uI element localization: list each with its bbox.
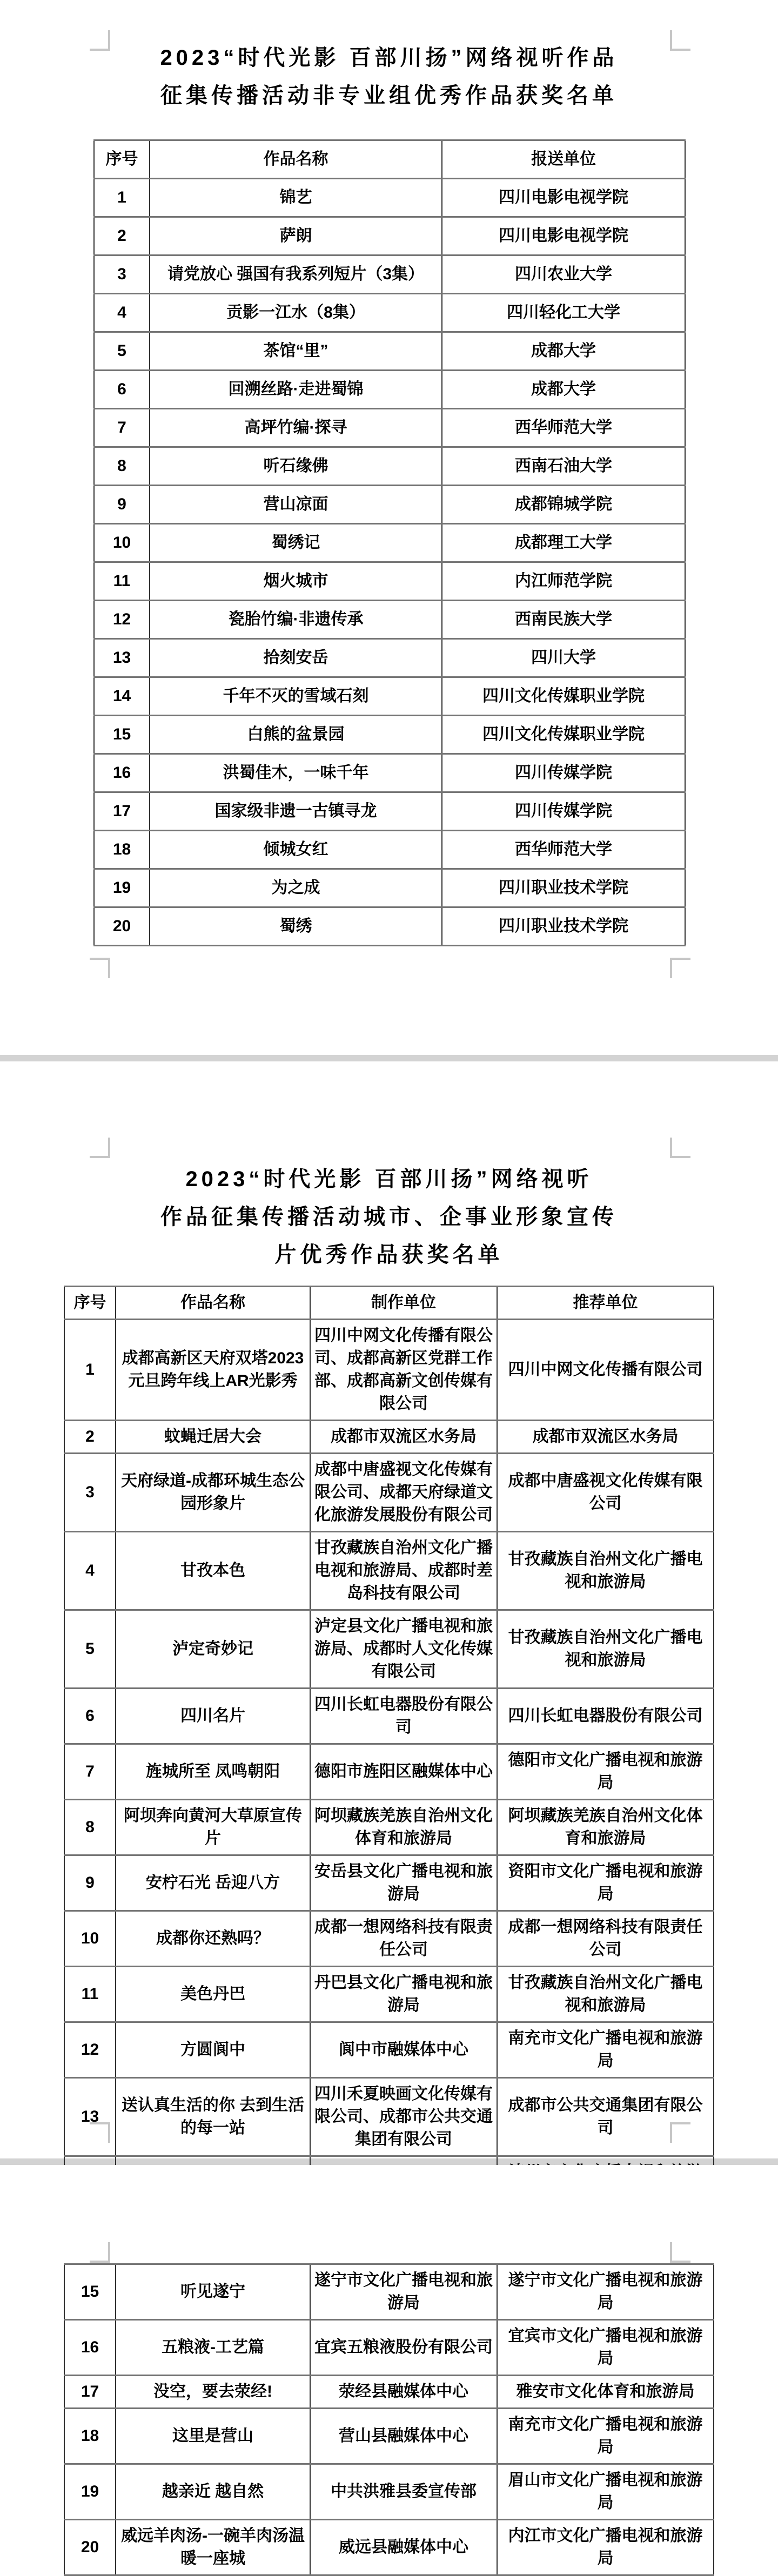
table-cell: 西华师范大学 bbox=[442, 409, 685, 447]
corner-mark bbox=[90, 1138, 110, 1158]
table-row bbox=[94, 524, 685, 562]
page-separator bbox=[0, 1055, 778, 1061]
row-index-cell: 19 bbox=[64, 2464, 116, 2520]
table-cell: 西华师范大学 bbox=[442, 831, 685, 869]
row-index-cell: 16 bbox=[94, 754, 150, 792]
row-index-cell: 19 bbox=[94, 869, 150, 907]
row-index-cell: 15 bbox=[64, 2264, 116, 2320]
row-index-cell: 17 bbox=[94, 792, 150, 831]
table-row bbox=[64, 2409, 714, 2464]
table-cell: 成都市双流区水务局 bbox=[497, 1421, 714, 1454]
table-row bbox=[64, 1744, 714, 1800]
table-cell: 阿坝藏族羌族自治州文化体育和旅游局 bbox=[310, 1800, 497, 1855]
row-index-cell: 13 bbox=[94, 639, 150, 677]
table-cell: 旌城所至 凤鸣朝阳 bbox=[116, 1744, 310, 1800]
table-row bbox=[64, 2264, 714, 2320]
table-cell: 瓷胎竹编·非遗传承 bbox=[150, 601, 442, 639]
table-cell: 四川中网文化传播有限公司 bbox=[497, 1320, 714, 1421]
table-row bbox=[94, 409, 685, 447]
column-header: 序号 bbox=[94, 140, 150, 179]
table-row bbox=[94, 907, 685, 946]
table-cell: 德阳市文化广播电视和旅游局 bbox=[497, 1744, 714, 1800]
table-cell: 威远羊肉汤-一碗羊肉汤温暖一座城 bbox=[116, 2520, 310, 2575]
table-row bbox=[64, 1911, 714, 1967]
table-cell: 方圆阆中 bbox=[116, 2022, 310, 2078]
table-cell: 烟火城市 bbox=[150, 562, 442, 601]
table-header-row bbox=[94, 140, 685, 179]
table-cell: 眉山市文化广播电视和旅游局 bbox=[497, 2464, 714, 2520]
document-page-3 bbox=[0, 2165, 778, 2567]
table-cell: 国家级非遗一古镇寻龙 bbox=[150, 792, 442, 831]
awards-table-non-professional bbox=[93, 139, 686, 946]
table-cell: 甘孜藏族自治州文化广播电视和旅游局 bbox=[497, 1532, 714, 1610]
title-line: 片优秀作品获奖名单 bbox=[274, 1243, 504, 1267]
table-cell: 四川禾夏映画文化传媒有限公司、成都市公共交通集团有限公司 bbox=[310, 2078, 497, 2156]
table-row bbox=[94, 217, 685, 255]
table-cell: 美色丹巴 bbox=[116, 1967, 310, 2022]
table-cell: 四川职业技术学院 bbox=[442, 907, 685, 946]
table-row bbox=[94, 792, 685, 831]
table-row bbox=[94, 562, 685, 601]
table-cell: 阿坝奔向黄河大草原宣传片 bbox=[116, 1800, 310, 1855]
row-index-cell: 2 bbox=[94, 217, 150, 255]
table-row bbox=[64, 2022, 714, 2078]
table-cell: 四川大学 bbox=[442, 639, 685, 677]
table-cell: 成都中唐盛视文化传媒有限公司 bbox=[497, 1454, 714, 1532]
table-cell: 泸定县文化广播电视和旅游局、成都时人文化传媒有限公司 bbox=[310, 1610, 497, 1689]
table-cell: 成都一想网络科技有限责任公司 bbox=[310, 1911, 497, 1967]
awards-table-city-enterprise bbox=[64, 1286, 714, 2212]
column-header: 作品名称 bbox=[150, 140, 442, 179]
table-cell: 四川中网文化传播有限公司、成都高新区党群工作部、成都高新文创传媒有限公司 bbox=[310, 1320, 497, 1421]
row-index-cell: 18 bbox=[94, 831, 150, 869]
column-header: 推荐单位 bbox=[497, 1287, 714, 1320]
table-cell: 天府绿道-成都环城生态公园形象片 bbox=[116, 1454, 310, 1532]
title-line: 2023“时代光影 百部川扬”网络视听 bbox=[185, 1167, 593, 1191]
row-index-cell: 11 bbox=[64, 1967, 116, 2022]
table-cell: 请党放心 强国有我系列短片（3集） bbox=[150, 255, 442, 294]
column-header: 制作单位 bbox=[310, 1287, 497, 1320]
table-cell: 高坪竹编·探寻 bbox=[150, 409, 442, 447]
title-line: 征集传播活动非专业组优秀作品获奖名单 bbox=[160, 84, 618, 107]
table-row bbox=[64, 1610, 714, 1689]
column-header: 报送单位 bbox=[442, 140, 685, 179]
table-row bbox=[64, 1800, 714, 1855]
table-row bbox=[94, 294, 685, 332]
table-cell: 安柠石光 岳迎八方 bbox=[116, 1855, 310, 1911]
table-row bbox=[64, 2520, 714, 2575]
table-cell: 听石缘佛 bbox=[150, 447, 442, 486]
table-cell: 锦艺 bbox=[150, 179, 442, 217]
table-cell: 阆中市融媒体中心 bbox=[310, 2022, 497, 2078]
document-page-2 bbox=[0, 1061, 778, 2158]
table-row bbox=[64, 1967, 714, 2022]
table-cell: 资阳市文化广播电视和旅游局 bbox=[497, 1855, 714, 1911]
table-cell: 五粮液-工艺篇 bbox=[116, 2320, 310, 2376]
table-cell: 萨朗 bbox=[150, 217, 442, 255]
table-cell: 四川文化传媒职业学院 bbox=[442, 716, 685, 754]
table-cell: 成都你还熟吗？ bbox=[116, 1911, 310, 1967]
row-index-cell: 3 bbox=[94, 255, 150, 294]
table-cell: 内江市文化广播电视和旅游局 bbox=[497, 2520, 714, 2575]
table-row bbox=[94, 716, 685, 754]
table-row bbox=[94, 677, 685, 716]
table-cell: 四川电影电视学院 bbox=[442, 179, 685, 217]
row-index-cell: 9 bbox=[64, 1855, 116, 1911]
corner-mark bbox=[670, 958, 690, 978]
table-cell: 成都锦城学院 bbox=[442, 486, 685, 524]
row-index-cell: 5 bbox=[94, 332, 150, 371]
row-index-cell: 16 bbox=[64, 2320, 116, 2376]
table-cell: 甘孜藏族自治州文化广播电视和旅游局 bbox=[497, 1967, 714, 2022]
title-line: 2023“时代光影 百部川扬”网络视听作品 bbox=[160, 46, 618, 70]
table-cell: 德阳市旌阳区融媒体中心 bbox=[310, 1744, 497, 1800]
table-row bbox=[64, 2376, 714, 2409]
table-cell: 没空，要去荥经! bbox=[116, 2376, 310, 2409]
corner-mark bbox=[90, 958, 110, 978]
table-cell: 蜀绣 bbox=[150, 907, 442, 946]
table-cell: 四川文化传媒职业学院 bbox=[442, 677, 685, 716]
table-cell: 贡影一江水（8集） bbox=[150, 294, 442, 332]
row-index-cell: 5 bbox=[64, 1610, 116, 1689]
table-cell: 阿坝藏族羌族自治州文化体育和旅游局 bbox=[497, 1800, 714, 1855]
table-row bbox=[94, 831, 685, 869]
table-cell: 四川农业大学 bbox=[442, 255, 685, 294]
table-cell: 四川轻化工大学 bbox=[442, 294, 685, 332]
table-cell: 成都一想网络科技有限责任公司 bbox=[497, 1911, 714, 1967]
table-cell: 威远县融媒体中心 bbox=[310, 2520, 497, 2575]
table-cell: 甘孜藏族自治州文化广播电视和旅游局、成都时差岛科技有限公司 bbox=[310, 1532, 497, 1610]
table-cell: 南充市文化广播电视和旅游局 bbox=[497, 2409, 714, 2464]
table-cell: 四川职业技术学院 bbox=[442, 869, 685, 907]
table-row bbox=[94, 639, 685, 677]
table-cell: 四川长虹电器股份有限公司 bbox=[497, 1689, 714, 1744]
table-cell: 四川电影电视学院 bbox=[442, 217, 685, 255]
table-cell: 雅安市文化体育和旅游局 bbox=[497, 2376, 714, 2409]
table-cell: 南充市文化广播电视和旅游局 bbox=[497, 2022, 714, 2078]
table-row bbox=[94, 869, 685, 907]
document-page-1 bbox=[0, 0, 778, 1055]
table-cell: 西南民族大学 bbox=[442, 601, 685, 639]
table-cell: 茶馆“里” bbox=[150, 332, 442, 371]
page-title bbox=[0, 39, 778, 115]
table-cell: 成都大学 bbox=[442, 332, 685, 371]
row-index-cell: 1 bbox=[94, 179, 150, 217]
title-line: 作品征集传播活动城市、企事业形象宣传 bbox=[160, 1205, 618, 1229]
table-cell: 四川传媒学院 bbox=[442, 792, 685, 831]
table-cell: 西南石油大学 bbox=[442, 447, 685, 486]
table-cell: 千年不灭的雪域石刻 bbox=[150, 677, 442, 716]
table-cell: 倾城女红 bbox=[150, 831, 442, 869]
table-cell: 蜀绣记 bbox=[150, 524, 442, 562]
table-cell: 成都理工大学 bbox=[442, 524, 685, 562]
table-row bbox=[94, 447, 685, 486]
table-row bbox=[94, 332, 685, 371]
table-cell: 拾刻安岳 bbox=[150, 639, 442, 677]
row-index-cell: 11 bbox=[94, 562, 150, 601]
row-index-cell: 7 bbox=[94, 409, 150, 447]
row-index-cell: 12 bbox=[94, 601, 150, 639]
table-cell: 甘孜藏族自治州文化广播电视和旅游局 bbox=[497, 1610, 714, 1689]
table-header-row bbox=[64, 1287, 714, 1320]
table-cell: 为之成 bbox=[150, 869, 442, 907]
table-cell: 甘孜本色 bbox=[116, 1532, 310, 1610]
row-index-cell: 8 bbox=[64, 1800, 116, 1855]
row-index-cell: 8 bbox=[94, 447, 150, 486]
table-cell: 宜宾市文化广播电视和旅游局 bbox=[497, 2320, 714, 2376]
table-cell: 四川名片 bbox=[116, 1689, 310, 1744]
row-index-cell: 4 bbox=[64, 1532, 116, 1610]
table-cell: 内江师范学院 bbox=[442, 562, 685, 601]
awards-table-city-enterprise-continued bbox=[64, 2263, 714, 2576]
table-row bbox=[94, 754, 685, 792]
row-index-cell: 13 bbox=[64, 2078, 116, 2156]
table-cell: 蚊蝇迁居大会 bbox=[116, 1421, 310, 1454]
table-row bbox=[64, 2078, 714, 2156]
table-row bbox=[64, 1454, 714, 1532]
corner-mark bbox=[670, 2242, 690, 2263]
table-cell: 回溯丝路·走进蜀锦 bbox=[150, 371, 442, 409]
column-header: 序号 bbox=[64, 1287, 116, 1320]
table-cell: 洪蜀佳木，一味千年 bbox=[150, 754, 442, 792]
table-cell: 成都高新区天府双塔2023元旦跨年线上AR光影秀 bbox=[116, 1320, 310, 1421]
table-cell: 送认真生活的你 去到生活的每一站 bbox=[116, 2078, 310, 2156]
table-row bbox=[94, 486, 685, 524]
table-cell: 成都中唐盛视文化传媒有限公司、成都天府绿道文化旅游发展股份有限公司 bbox=[310, 1454, 497, 1532]
table-cell: 四川传媒学院 bbox=[442, 754, 685, 792]
corner-mark bbox=[90, 2242, 110, 2263]
table-cell: 中共洪雅县委宣传部 bbox=[310, 2464, 497, 2520]
row-index-cell: 9 bbox=[94, 486, 150, 524]
table-cell: 成都市双流区水务局 bbox=[310, 1421, 497, 1454]
table-cell: 营山县融媒体中心 bbox=[310, 2409, 497, 2464]
table-cell: 营山凉面 bbox=[150, 486, 442, 524]
table-cell: 成都大学 bbox=[442, 371, 685, 409]
table-row bbox=[94, 601, 685, 639]
row-index-cell: 4 bbox=[94, 294, 150, 332]
row-index-cell: 20 bbox=[94, 907, 150, 946]
row-index-cell: 14 bbox=[94, 677, 150, 716]
table-row bbox=[94, 255, 685, 294]
page-title bbox=[0, 1160, 778, 1274]
table-row bbox=[94, 179, 685, 217]
row-index-cell: 6 bbox=[94, 371, 150, 409]
table-cell: 泸定奇妙记 bbox=[116, 1610, 310, 1689]
row-index-cell: 7 bbox=[64, 1744, 116, 1800]
row-index-cell: 10 bbox=[64, 1911, 116, 1967]
row-index-cell: 15 bbox=[94, 716, 150, 754]
table-cell: 成都市公共交通集团有限公司 bbox=[497, 2078, 714, 2156]
table-cell: 这里是营山 bbox=[116, 2409, 310, 2464]
table-cell: 听见遂宁 bbox=[116, 2264, 310, 2320]
table-row bbox=[64, 1855, 714, 1911]
table-row bbox=[64, 1421, 714, 1454]
row-index-cell: 6 bbox=[64, 1689, 116, 1744]
row-index-cell: 17 bbox=[64, 2376, 116, 2409]
table-cell: 越亲近 越自然 bbox=[116, 2464, 310, 2520]
corner-mark bbox=[670, 1138, 690, 1158]
row-index-cell: 10 bbox=[94, 524, 150, 562]
table-cell: 丹巴县文化广播电视和旅游局 bbox=[310, 1967, 497, 2022]
row-index-cell: 3 bbox=[64, 1454, 116, 1532]
row-index-cell: 12 bbox=[64, 2022, 116, 2078]
table-cell: 遂宁市文化广播电视和旅游局 bbox=[497, 2264, 714, 2320]
table-cell: 遂宁市文化广播电视和旅游局 bbox=[310, 2264, 497, 2320]
row-index-cell: 1 bbox=[64, 1320, 116, 1421]
table-row bbox=[64, 1532, 714, 1610]
row-index-cell: 2 bbox=[64, 1421, 116, 1454]
table-row bbox=[94, 371, 685, 409]
row-index-cell: 20 bbox=[64, 2520, 116, 2575]
column-header: 作品名称 bbox=[116, 1287, 310, 1320]
table-cell: 四川长虹电器股份有限公司 bbox=[310, 1689, 497, 1744]
table-row bbox=[64, 1320, 714, 1421]
table-row bbox=[64, 1689, 714, 1744]
table-cell: 荥经县融媒体中心 bbox=[310, 2376, 497, 2409]
table-row bbox=[64, 2464, 714, 2520]
table-cell: 白熊的盆景园 bbox=[150, 716, 442, 754]
table-row bbox=[64, 2320, 714, 2376]
row-index-cell: 18 bbox=[64, 2409, 116, 2464]
table-cell: 安岳县文化广播电视和旅游局 bbox=[310, 1855, 497, 1911]
table-cell: 宜宾五粮液股份有限公司 bbox=[310, 2320, 497, 2376]
